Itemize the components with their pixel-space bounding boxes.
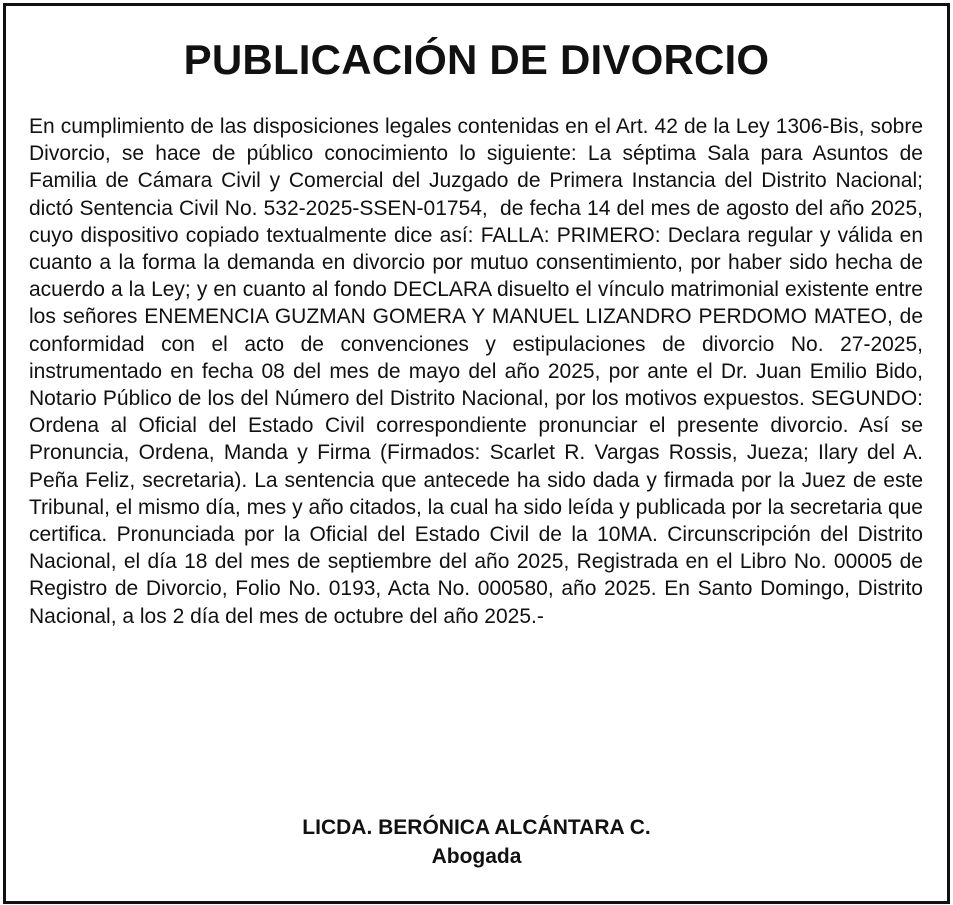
notice-title: PUBLICACIÓN DE DIVORCIO [183, 36, 770, 83]
legal-notice-box [3, 3, 950, 904]
signature-block [6, 813, 947, 871]
signatory-name: LICDA. BERÓNICA ALCÁNTARA C. [302, 816, 651, 839]
signatory-role: Abogada [431, 845, 522, 868]
notice-body: En cumplimiento de las disposiciones legales contenidas en el Art. 42 de la Ley 1306-Bis, sobre Divorcio, se hace de público conocimiento lo siguiente: La séptima Sala para Asuntos de Familia de Cámara Civil y Comercial del Juzgado de Primera Instancia del Distrito Nacional; dictó Sentencia Civil No. 532-2025-SSEN-01754, de fecha 14 del mes de agosto del año 2025, cuyo dispositivo copiado textualmente dice así: FALLA: PRIMERO: Declara regular y válida en cuanto a la forma la demanda en divorcio por mutuo consentimiento, por haber sido hecha de acuerdo a la Ley; y en cuanto al fondo DECLARA disuelto el vínculo matrimonial existente entre los señores ENEMENCIA GUZMAN GOMERA Y MANUEL LIZANDRO PERDOMO MATEO, de conformidad con el acto de convenciones y estipulaciones de divorcio No. 27-2025, instrumentado en fecha 08 del mes de mayo del año 2025, por ante el Dr. Juan Emilio Bido, Notario Público de los del Número del Distrito Nacional, por los motivos expuestos. SEGUNDO: Ordena al Oficial del Estado Civil correspondiente pronunciar el presente divorcio. Así se Pronuncia, Ordena, Manda y Firma (Firmados: Scarlet R. Vargas Rossis, Jueza; Ilary del A. Peña Feliz, secretaria). La sentencia que antecede ha sido dada y firmada por la Juez de este Tribunal, el mismo día, mes y año citados, la cual ha sido leída y publicada por la secretaria que certifica. Pronunciada por la Oficial del Estado Civil de la 10MA. Circunscripción del Distrito Nacional, el día 18 del mes de septiembre del año 2025, Registrada en el Libro No. 00005 de Registro de Divorcio, Folio No. 0193, Acta No. 000580, año 2025. En Santo Domingo, Distrito Nacional, a los 2 día del mes de octubre del año 2025.- [29, 115, 929, 628]
